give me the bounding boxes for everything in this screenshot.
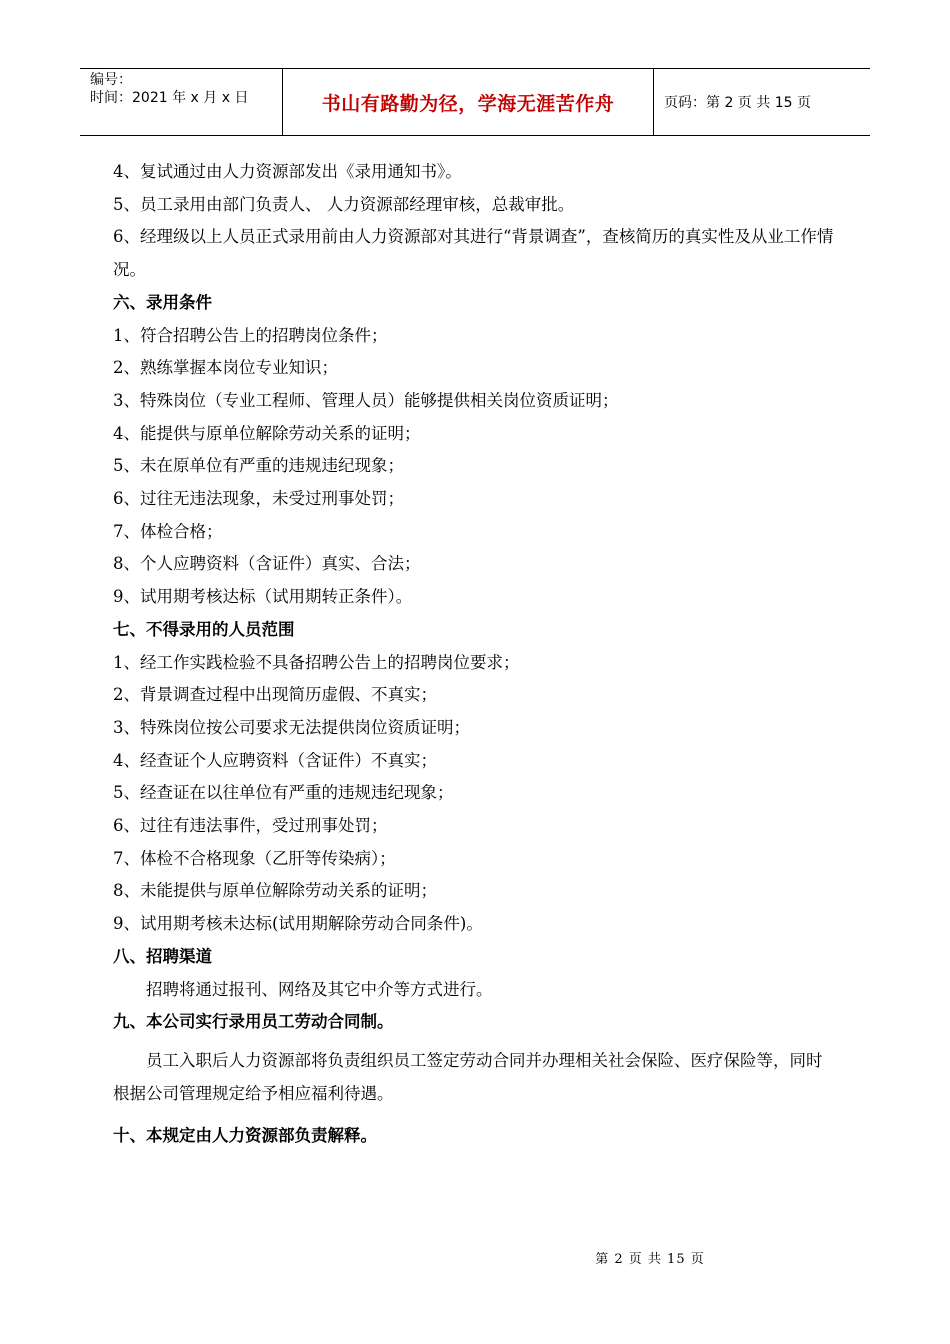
list-item: 3、特殊岗位（专业工程师、管理人员）能够提供相关岗位资质证明； bbox=[113, 390, 619, 410]
list-item: 8、个人应聘资料（含证件）真实、合法； bbox=[113, 554, 421, 574]
page-header bbox=[80, 68, 870, 136]
list-item: 4、经查证个人应聘资料（含证件）不真实； bbox=[113, 750, 437, 770]
list-item: 9、试用期考核未达标(试用期解除劳动合同条件)。 bbox=[113, 914, 483, 934]
header-page-info: 页码：第 2 页 共 15 页 bbox=[664, 95, 811, 111]
section-heading-6: 六、录用条件 bbox=[113, 292, 212, 312]
page-footer: 第 2 页 共 15 页 bbox=[595, 1252, 705, 1267]
document-number-label: 编号： bbox=[90, 72, 132, 88]
document-body bbox=[113, 156, 838, 1153]
paragraph: 6、经理级以上人员正式录用前由人力资源部对其进行“背景调查”，查核简历的真实性及从业工作情况。 bbox=[113, 227, 834, 280]
list-item: 5、未在原单位有严重的违规违纪现象； bbox=[113, 456, 404, 476]
section-heading-7: 七、不得录用的人员范围 bbox=[113, 619, 295, 639]
header-motto: 书山有路勤为径，学海无涯苦作舟 bbox=[283, 69, 654, 135]
paragraph: 4、复试通过由人力资源部发出《录用通知书》。 bbox=[113, 162, 462, 181]
paragraph: 5、员工录用由部门负责人、 人力资源部经理审核，总裁审批。 bbox=[113, 194, 575, 214]
list-item: 4、能提供与原单位解除劳动关系的证明； bbox=[113, 423, 421, 443]
paragraph: 招聘将通过报刊、网络及其它中介等方式进行。 bbox=[146, 979, 493, 999]
list-item: 3、特殊岗位按公司要求无法提供岗位资质证明； bbox=[113, 717, 470, 737]
list-item: 1、经工作实践检验不具备招聘公告上的招聘岗位要求； bbox=[113, 652, 520, 672]
section-heading-8: 八、招聘渠道 bbox=[113, 946, 212, 966]
document-date: 时间：2021 年 x 月 x 日 bbox=[90, 90, 249, 106]
list-item: 1、符合招聘公告上的招聘岗位条件； bbox=[113, 325, 388, 345]
list-item: 6、过往有违法事件，受过刑事处罚； bbox=[113, 816, 388, 836]
header-meta bbox=[80, 69, 283, 135]
list-item: 8、未能提供与原单位解除劳动关系的证明； bbox=[113, 881, 437, 901]
section-heading-10: 十、本规定由人力资源部负责解释。 bbox=[113, 1126, 377, 1146]
list-item: 2、熟练掌握本岗位专业知识； bbox=[113, 358, 338, 378]
list-item: 2、背景调查过程中出现简历虚假、不真实； bbox=[113, 685, 437, 705]
list-item: 9、试用期考核达标（试用期转正条件）。 bbox=[113, 587, 413, 607]
list-item: 5、经查证在以往单位有严重的违规违纪现象； bbox=[113, 783, 454, 803]
paragraph: 员工入职后人力资源部将负责组织员工签定劳动合同并办理相关社会保险、医疗保险等，同时根据公司管理规定给予相应福利待遇。 bbox=[113, 1050, 823, 1103]
section-heading-9: 九、本公司实行录用员工劳动合同制。 bbox=[113, 1012, 394, 1032]
list-item: 7、体检合格； bbox=[113, 521, 223, 541]
list-item: 7、体检不合格现象（乙肝等传染病）； bbox=[113, 848, 396, 868]
list-item: 6、过往无违法现象，未受过刑事处罚； bbox=[113, 489, 404, 509]
